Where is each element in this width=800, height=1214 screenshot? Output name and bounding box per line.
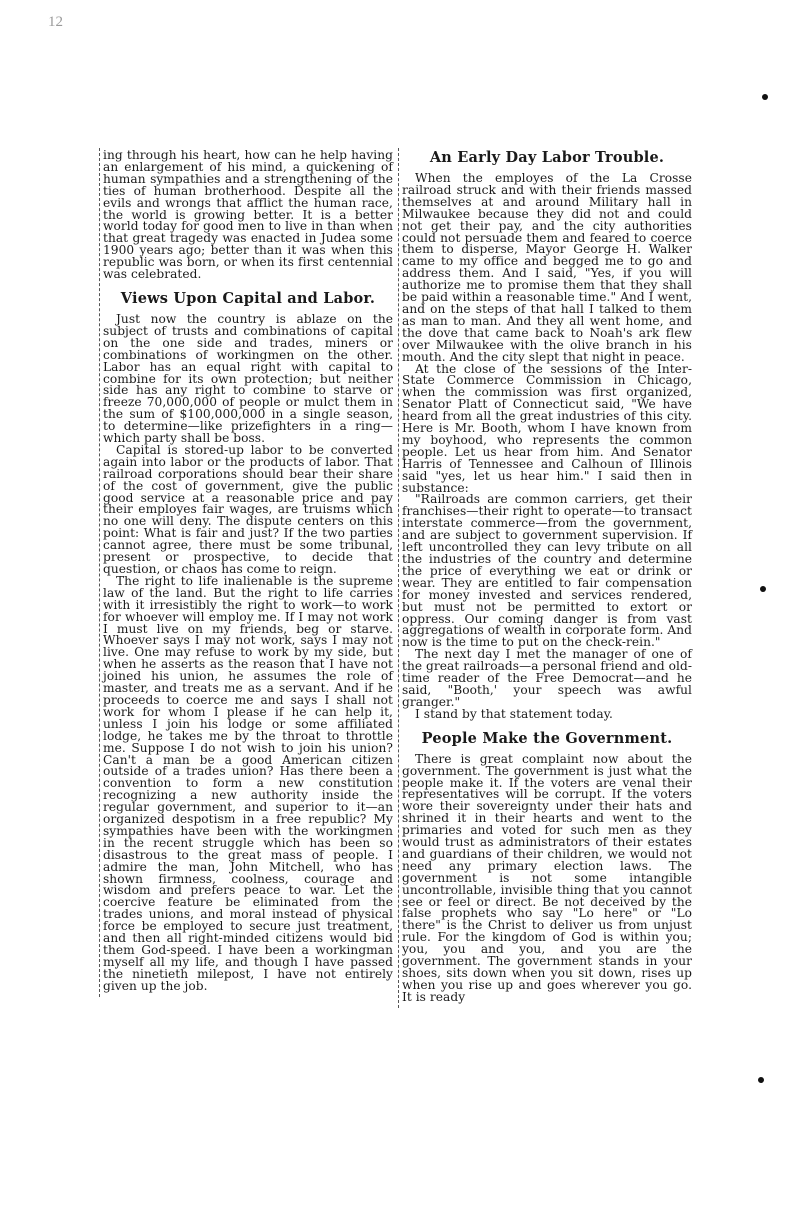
article-paragraph: Capital is stored-up labor to be converted again into labor or the products of labor. That railroad corporations should bear their share of the cost of government, give the public good service at a reasonable price and pay their employes fair wages, are truisms which no one will deny. The dispute centers on this point: What is fair and just? If the two parties cannot agree, there must be some tribunal, present or prospective, to decide that question, or chaos has come to reign. <box>103 442 393 576</box>
article-paragraph: Just now the country is ablaze on the subject of trusts and combinations of capital on the one side and trades, miners or combinations of workingmen on the other. Labor has an equal right with capital to combine for its own protection; but neither side has any right to combine to starve or freeze 70,000,000 of people or mulct them in the sum of $100,000,000 in a single season, to determine—like prizefighters in a ring—which party shall be boss. <box>103 311 393 446</box>
binding-hole-1 <box>762 94 768 100</box>
binding-hole-2 <box>760 586 766 592</box>
section-heading-capital-labor: Views Upon Capital and Labor. <box>120 289 376 307</box>
article-paragraph: When the employes of the La Crosse railroad struck and with their friends massed themselves at and around Military hall in Milwaukee because they did not and could not get their pay, and the city authorities could not persuade them and feared to coerce them to disperse, Mayor George H. Walker came to my office and begged me to go and address them. And I said, "Yes, if you will authorize me to promise them that they shall be paid within a reasonable time." And I went, and on the steps of that hall I talked to them as man to man. And they all went home, and the dove that came back to Noah's ark flew over Milwaukee with the olive branch in his mouth. And the city slept that night in peace. <box>402 171 692 364</box>
article-paragraph: I stand by that statement today. <box>415 706 613 721</box>
article-paragraph: The right to life inalienable is the supreme law of the land. But the right to life carries with it irresistibly the right to work—to work for whoever will employ me. If I may not work I must live on my friends, beg or starve. Whoever says I may not work, says I may not live. One may refuse to work by my side, but when he asserts as the reason that I have not joined his union, he assumes the role of master, and treats me as a servant. And if he proceeds to coerce me and says I shall not work for whom I please if he can help it, unless I join his lodge or some affiliated lodge, he takes me by the throat to throttle me. Suppose I do not wish to join his union? Can't a man be a good American citizen outside of a trades union? Has there been a convention to form a new constitution recognizing a new authority inside the regular government, and superior to it—an organized despotism in a free republic? My sympathies have been with the workingmen in the recent struggle which has been so disastrous to the great mass of people. I admire the man, John Mitchell, who has shown firmness, coolness, courage and wisdom and prefers peace to war. Let the coercive feature be eliminated from the trades unions, and moral instead of physical force be employed to secure just treatment, and then all right-minded citizens would bid them God-speed. I have been a workingman myself all my life, and though I have passed the ninetieth milepost, I have not entirely given up the job. <box>103 573 393 993</box>
left-column <box>103 150 393 993</box>
section-heading-people-government: People Make the Government. <box>421 729 673 747</box>
left-intro-paragraph: ing through his heart, how can he help having an enlargement of his mind, a quickening of human sympathies and a strengthening of the ties of human brotherhood. Despite all the evils and wrongs that afflict the human race, the world is growing better. It is a better world today for good men to live in than when that great tragedy was enacted in Judea some 1900 years ago; better than it was when this republic was born, or when its first centennial was celebrated. <box>103 148 393 282</box>
article-paragraph: "Railroads are common carriers, get their franchises—their right to operate—to transact interstate commerce—from the government, and are subject to government supervision. If left uncontrolled they can levy tribute on all the industries of the country and determine the price of everything we eat or drink or wear. They are entitled to fair compensation for money invested and services rendered, but must not be permitted to extort or oppress. Our coming danger is from vast aggregations of wealth in corporate form. And now is the time to put on the check-rein." <box>402 492 692 650</box>
article-paragraph: At the close of the sessions of the Inter-State Commerce Commission in Chicago, when the commission was first organized, Senator Platt of Connecticut said, "We have heard from all the great industries of this city. Here is Mr. Booth, whom I have known from my boyhood, who represents the common people. Let us hear from him. And Senator Harris of Tennessee and Calhoun of Illinois said "yes, let us hear him." I said then in substance: <box>402 361 692 495</box>
page-number-mark: 12 <box>48 14 63 30</box>
article-paragraph: The next day I met the manager of one of the great railroads—a personal friend and old-time reader of the Free Democrat—and he said, "Booth,' your speech was awful granger." <box>402 647 692 709</box>
section-heading-early-day-labor: An Early Day Labor Trouble. <box>429 149 665 166</box>
article-paragraph: There is great complaint now about the government. The government is just what the people make it. If the voters are venal their representatives will be corrupt. If the voters wore their sovereignty under their hats and shrined it in their hearts and went to the primaries and voted for such men as they would trust as administrators of their estates and guardians of their children, we would not need any primary election laws. The government is not some intangible uncontrollable, invisible thing that you cannot see or feel or direct. Be not deceived by the false prophets who say "Lo here" or "Lo there" is the Christ to deliver us from unjust rule. For the kingdom of God is within you; you, you and you, and you are the government. The government stands in your shoes, sits down when you sit down, rises up when you rise up and goes wherever you go. It is ready <box>402 751 692 1004</box>
right-column <box>402 150 692 1004</box>
binding-hole-3 <box>758 1077 764 1083</box>
